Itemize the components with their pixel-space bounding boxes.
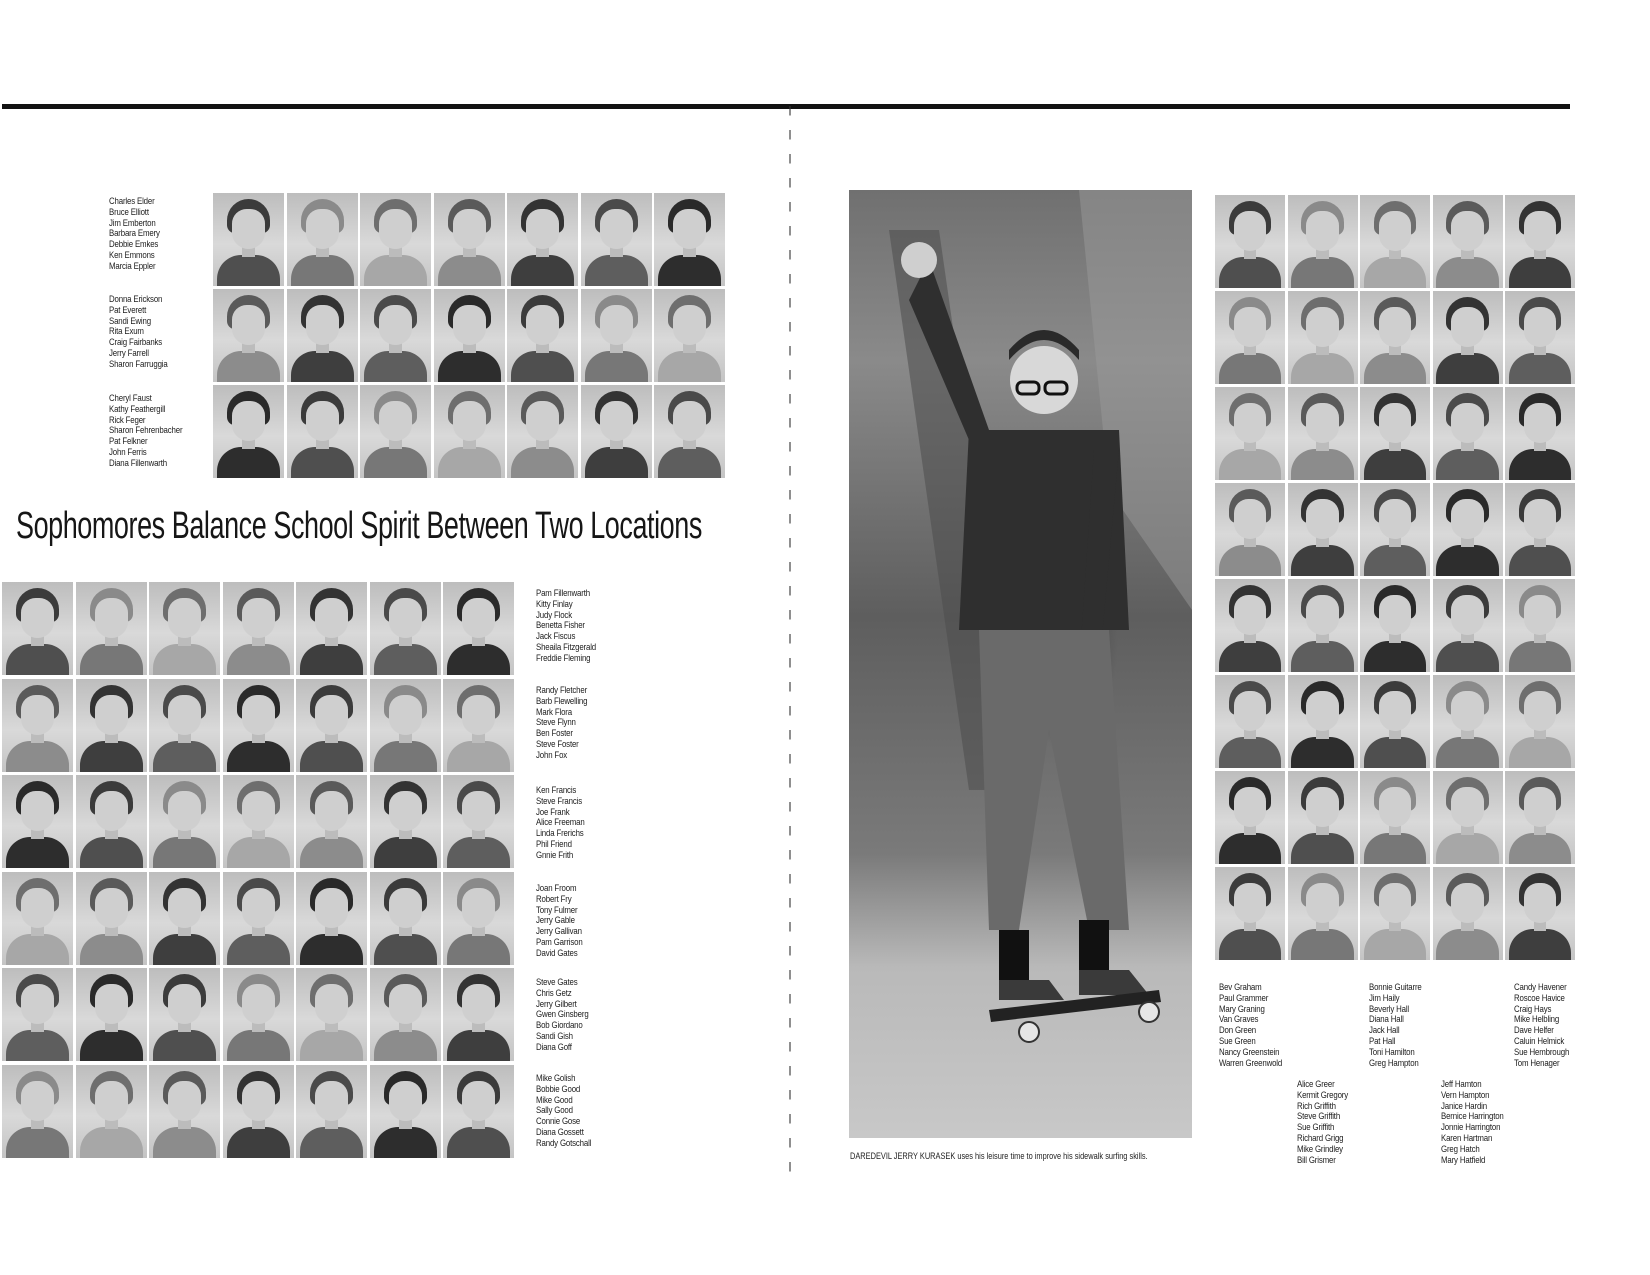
student-name: Janice Hardin — [1441, 1100, 1487, 1112]
student-name: Sue Hembrough — [1514, 1046, 1570, 1058]
student-portrait — [1433, 387, 1503, 480]
name-list — [536, 786, 595, 862]
student-name: Randy Gotschall — [536, 1137, 592, 1149]
student-portrait — [76, 968, 147, 1061]
student-name: Freddie Fleming — [536, 652, 591, 664]
student-name: Kermit Gregory — [1297, 1089, 1349, 1101]
student-name: Bernice Harrington — [1441, 1111, 1504, 1123]
student-portrait — [654, 289, 725, 382]
student-portrait — [581, 289, 652, 382]
student-portrait — [434, 193, 505, 286]
student-portrait — [1433, 579, 1503, 672]
photo-illustration — [849, 190, 1192, 1138]
student-name: John Fox — [536, 749, 568, 761]
student-name: Greg Hatch — [1441, 1143, 1480, 1155]
student-portrait — [1433, 771, 1503, 864]
student-name: Jack Hall — [1369, 1025, 1400, 1037]
student-portrait — [1433, 483, 1503, 576]
student-name: Bobbie Good — [536, 1083, 581, 1095]
student-name: Bruce Elliott — [109, 206, 149, 218]
student-portrait — [149, 679, 220, 772]
student-name: Pam Fillenwarth — [536, 588, 590, 599]
student-portrait — [1505, 195, 1575, 288]
student-portrait — [370, 1065, 441, 1158]
student-name: Jonnie Harrington — [1441, 1122, 1501, 1134]
student-name: Jeff Hamton — [1441, 1079, 1482, 1090]
student-name: Charles Elder — [109, 196, 155, 207]
student-portrait — [223, 582, 294, 675]
student-portrait — [443, 968, 514, 1061]
student-name: Marcia Eppler — [109, 260, 156, 272]
student-name: Jerry Gable — [536, 915, 575, 927]
student-portrait — [507, 385, 578, 478]
student-portrait — [443, 582, 514, 675]
student-name: Rita Exum — [109, 326, 144, 338]
student-name: Connie Gose — [536, 1116, 581, 1128]
student-portrait — [1288, 483, 1358, 576]
student-portrait — [287, 289, 358, 382]
name-list — [109, 197, 171, 273]
name-list — [1441, 1080, 1517, 1166]
student-name: Linda Frerichs — [536, 828, 584, 840]
student-portrait — [213, 385, 284, 478]
student-portrait — [76, 1065, 147, 1158]
student-name: Cheryl Faust — [109, 393, 152, 404]
student-name: Mary Hatfield — [1441, 1154, 1486, 1166]
student-name: Ken Emmons — [109, 249, 155, 261]
student-name: Barb Flewelling — [536, 695, 588, 707]
student-name: Steve Flynn — [536, 717, 576, 729]
student-portrait — [1505, 387, 1575, 480]
student-portrait — [223, 1065, 294, 1158]
student-portrait — [1433, 195, 1503, 288]
page-headline: Sophomores Balance School Spirit Between Two Locations — [16, 505, 702, 547]
student-name: Diana Goff — [536, 1041, 572, 1053]
student-portrait — [1215, 291, 1285, 384]
student-portrait — [76, 872, 147, 965]
student-portrait — [287, 193, 358, 286]
student-portrait — [2, 679, 73, 772]
student-portrait — [581, 385, 652, 478]
student-portrait — [443, 775, 514, 868]
student-portrait — [149, 872, 220, 965]
student-name: Sally Good — [536, 1105, 573, 1117]
student-portrait — [213, 193, 284, 286]
student-portrait — [223, 679, 294, 772]
student-name: Sue Griffith — [1297, 1122, 1335, 1134]
student-name: Jack Fiscus — [536, 631, 576, 643]
student-portrait — [296, 872, 367, 965]
name-list — [1219, 983, 1296, 1069]
name-list — [536, 884, 593, 960]
student-portrait — [296, 582, 367, 675]
student-portrait — [76, 679, 147, 772]
student-name: Van Graves — [1219, 1014, 1259, 1026]
student-name: Kitty Finlay — [536, 598, 573, 610]
student-name: Tom Henager — [1514, 1057, 1560, 1069]
student-name: Mike Helbling — [1514, 1014, 1560, 1026]
name-list — [109, 394, 199, 470]
student-name: Phil Friend — [536, 838, 572, 850]
name-list — [1297, 1080, 1359, 1166]
student-name: Rich Griffith — [1297, 1100, 1336, 1112]
student-name: Pat Everett — [109, 304, 147, 316]
name-list — [536, 1074, 603, 1150]
student-name: Mike Good — [536, 1094, 573, 1106]
student-name: Greg Hampton — [1369, 1057, 1419, 1069]
name-list — [1369, 983, 1433, 1069]
student-portrait — [1215, 675, 1285, 768]
student-name: Jerry Gilbert — [536, 998, 577, 1010]
student-portrait — [370, 872, 441, 965]
student-portrait — [1433, 675, 1503, 768]
student-name: Mike Grindley — [1297, 1143, 1343, 1155]
student-portrait — [1288, 771, 1358, 864]
student-name: David Gates — [536, 947, 578, 959]
student-portrait — [507, 193, 578, 286]
student-name: Gnnie Frith — [536, 849, 574, 861]
student-portrait — [1215, 483, 1285, 576]
student-name: Don Green — [1219, 1025, 1257, 1037]
student-portrait — [443, 872, 514, 965]
student-name: Gwen Ginsberg — [536, 1009, 589, 1021]
student-name: Craig Hays — [1514, 1003, 1552, 1015]
student-name: Toni Hamilton — [1369, 1046, 1415, 1058]
student-name: Debbie Emkes — [109, 239, 159, 251]
name-list — [536, 589, 609, 665]
student-portrait — [1215, 387, 1285, 480]
student-name: Ben Foster — [536, 728, 573, 740]
student-name: Sharon Fehrenbacher — [109, 425, 183, 437]
student-portrait — [2, 582, 73, 675]
student-name: Jerry Farrell — [109, 347, 149, 359]
student-name: Diana Gossett — [536, 1126, 584, 1138]
student-name: John Ferris — [109, 446, 147, 458]
student-name: Nancy Greenstein — [1219, 1046, 1280, 1058]
student-portrait — [149, 1065, 220, 1158]
student-name: Sheaila Fitzgerald — [536, 641, 597, 653]
student-name: Joan Froom — [536, 883, 577, 894]
student-name: Sandi Gish — [536, 1030, 573, 1042]
student-portrait — [1215, 195, 1285, 288]
student-portrait — [76, 775, 147, 868]
student-portrait — [1288, 675, 1358, 768]
name-list — [109, 295, 180, 371]
student-name: Mark Flora — [536, 706, 572, 718]
student-portrait — [2, 968, 73, 1061]
student-portrait — [1215, 867, 1285, 960]
student-name: Steve Griffith — [1297, 1111, 1341, 1123]
student-portrait — [1505, 675, 1575, 768]
student-portrait — [149, 582, 220, 675]
student-name: Sandi Ewing — [109, 315, 151, 327]
student-portrait — [434, 385, 505, 478]
student-name: Ken Francis — [536, 785, 577, 796]
student-name: Judy Flock — [536, 609, 572, 621]
student-portrait — [1360, 867, 1430, 960]
student-portrait — [443, 1065, 514, 1158]
student-name: Sue Green — [1219, 1035, 1256, 1047]
student-name: Karen Hartman — [1441, 1132, 1493, 1144]
student-portrait — [2, 872, 73, 965]
student-name: Joe Frank — [536, 806, 570, 818]
student-name: Chris Getz — [536, 987, 572, 999]
student-portrait — [287, 385, 358, 478]
student-portrait — [1288, 195, 1358, 288]
student-portrait — [1360, 291, 1430, 384]
student-name: Diana Fillenwarth — [109, 457, 167, 469]
student-name: Barbara Emery — [109, 228, 160, 240]
student-name: Craig Fairbanks — [109, 337, 163, 349]
student-portrait — [1433, 291, 1503, 384]
student-name: Jim Haily — [1369, 992, 1400, 1004]
student-portrait — [2, 775, 73, 868]
photo-caption: DAREDEVIL JERRY KURASEK uses his leisure time to improve his sidewalk surfing skills. — [850, 1151, 1148, 1162]
student-name: Pam Garrison — [536, 936, 583, 948]
skateboarder-photo — [849, 190, 1192, 1138]
student-name: Benetta Fisher — [536, 620, 585, 632]
student-name: Robert Fry — [536, 893, 572, 905]
student-name: Mike Golish — [536, 1073, 576, 1084]
student-portrait — [370, 968, 441, 1061]
student-portrait — [1360, 195, 1430, 288]
student-name: Jim Emberton — [109, 217, 156, 229]
name-list — [536, 686, 599, 762]
student-name: Alice Freeman — [536, 817, 585, 829]
student-portrait — [296, 679, 367, 772]
student-portrait — [360, 385, 431, 478]
student-name: Beverly Hall — [1369, 1003, 1410, 1015]
student-portrait — [1505, 579, 1575, 672]
student-name: Bev Graham — [1219, 982, 1262, 993]
student-name: Vern Hampton — [1441, 1089, 1490, 1101]
student-portrait — [76, 582, 147, 675]
student-portrait — [1433, 867, 1503, 960]
student-name: Caluin Helmick — [1514, 1035, 1565, 1047]
student-name: Bob Giordano — [536, 1020, 583, 1032]
student-name: Steve Gates — [536, 977, 578, 988]
student-name: Roscoe Havice — [1514, 992, 1565, 1004]
student-portrait — [296, 1065, 367, 1158]
student-portrait — [149, 968, 220, 1061]
name-list — [1514, 983, 1581, 1069]
student-name: Paul Grammer — [1219, 992, 1269, 1004]
student-portrait — [1360, 579, 1430, 672]
student-portrait — [1360, 483, 1430, 576]
student-portrait — [654, 385, 725, 478]
student-name: Steve Francis — [536, 795, 582, 807]
student-name: Kathy Feathergill — [109, 403, 166, 415]
student-portrait — [296, 775, 367, 868]
student-name: Candy Havener — [1514, 982, 1567, 993]
student-portrait — [149, 775, 220, 868]
student-name: Dave Helfer — [1514, 1025, 1554, 1037]
student-portrait — [1360, 387, 1430, 480]
student-name: Tony Fulmer — [536, 904, 578, 916]
student-portrait — [1505, 867, 1575, 960]
student-portrait — [1288, 579, 1358, 672]
student-portrait — [2, 1065, 73, 1158]
student-name: Sharon Farruggia — [109, 358, 168, 370]
name-list — [536, 978, 600, 1054]
student-name: Pat Hall — [1369, 1035, 1396, 1047]
student-name: Jerry Gallivan — [536, 926, 582, 938]
student-portrait — [1215, 771, 1285, 864]
student-name: Richard Grigg — [1297, 1132, 1344, 1144]
student-portrait — [581, 193, 652, 286]
student-portrait — [1505, 483, 1575, 576]
student-portrait — [370, 679, 441, 772]
student-portrait — [443, 679, 514, 772]
student-portrait — [296, 968, 367, 1061]
student-portrait — [1288, 867, 1358, 960]
student-name: Alice Greer — [1297, 1079, 1335, 1090]
student-name: Pat Felkner — [109, 436, 148, 448]
student-portrait — [654, 193, 725, 286]
student-portrait — [1505, 291, 1575, 384]
student-portrait — [213, 289, 284, 382]
student-portrait — [507, 289, 578, 382]
student-portrait — [370, 582, 441, 675]
student-portrait — [223, 775, 294, 868]
student-portrait — [434, 289, 505, 382]
student-portrait — [1288, 387, 1358, 480]
student-portrait — [223, 872, 294, 965]
student-name: Bill Grismer — [1297, 1154, 1336, 1166]
student-portrait — [1360, 771, 1430, 864]
student-portrait — [223, 968, 294, 1061]
student-portrait — [360, 289, 431, 382]
student-name: Warren Greenwold — [1219, 1057, 1283, 1069]
student-portrait — [360, 193, 431, 286]
student-portrait — [370, 775, 441, 868]
page-gutter — [789, 106, 791, 1181]
student-portrait — [1360, 675, 1430, 768]
student-name: Diana Hall — [1369, 1014, 1404, 1026]
student-portrait — [1505, 771, 1575, 864]
student-portrait — [1288, 291, 1358, 384]
top-rule — [2, 104, 1570, 109]
student-name: Randy Fletcher — [536, 685, 588, 696]
student-name: Bonnie Guitarre — [1369, 982, 1422, 993]
student-name: Steve Foster — [536, 738, 579, 750]
student-portrait — [1215, 579, 1285, 672]
student-name: Mary Graning — [1219, 1003, 1265, 1015]
student-name: Donna Erickson — [109, 294, 163, 305]
student-name: Rick Feger — [109, 414, 146, 426]
